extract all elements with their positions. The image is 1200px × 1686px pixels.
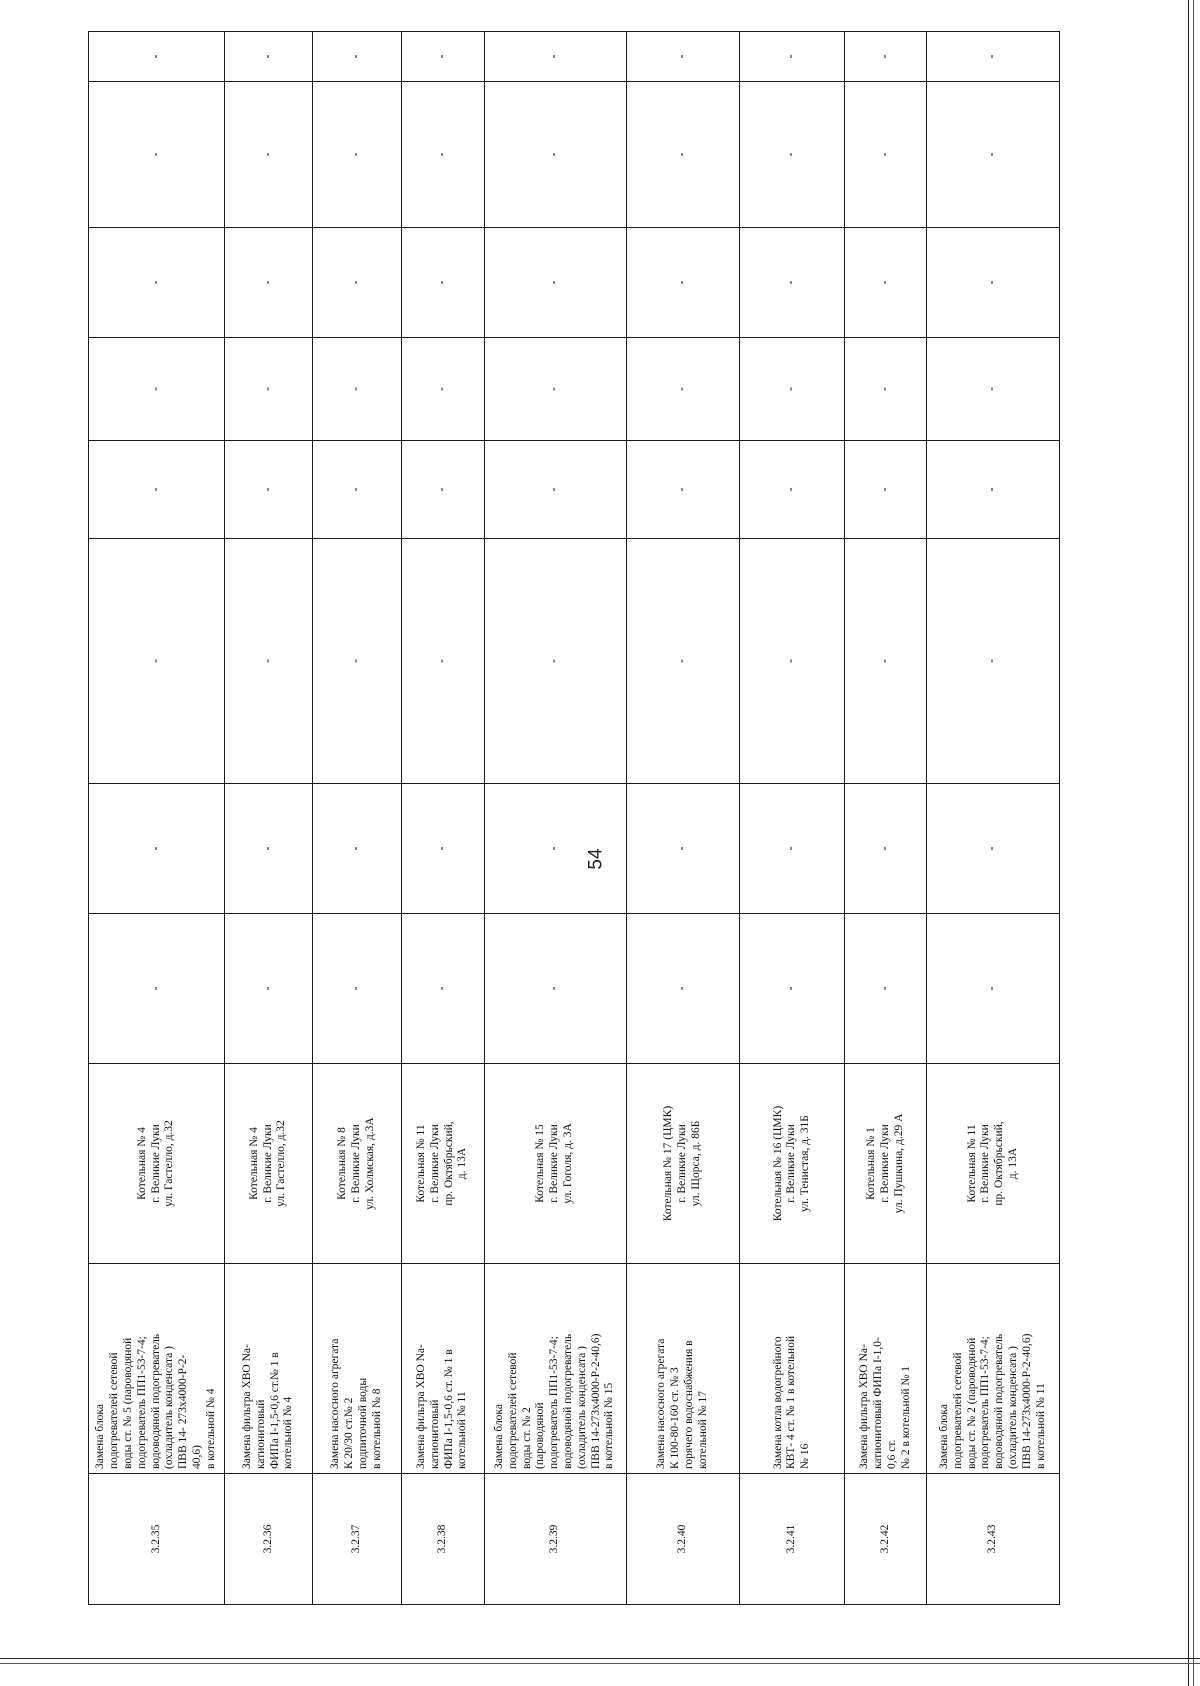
description-line: Замена блока bbox=[938, 1404, 951, 1469]
description-line: подпиточной воды bbox=[356, 1377, 369, 1469]
address-line: д. 13А bbox=[1007, 1147, 1019, 1180]
description-line: подогреватель ПП1-53-7-4; bbox=[135, 1336, 148, 1469]
address-line: Котельная № 11 bbox=[414, 1124, 427, 1203]
row-number: 3.2.40 bbox=[626, 1474, 740, 1605]
row-number: 3.2.42 bbox=[845, 1474, 927, 1605]
description-line: Замена блока bbox=[493, 1404, 506, 1469]
value-cell: - bbox=[927, 228, 1060, 338]
value-cell: - bbox=[401, 784, 484, 914]
description-line: ПВВ 14- 273х4000-Р-2- bbox=[177, 1354, 190, 1469]
table-row bbox=[89, 32, 225, 1605]
table-row bbox=[927, 32, 1060, 1605]
value-cell: - bbox=[89, 784, 225, 914]
description-line: котельной № 17 bbox=[696, 1391, 709, 1469]
value-cell: - bbox=[224, 82, 312, 228]
location-address bbox=[626, 1064, 740, 1264]
value-cell: - bbox=[626, 441, 740, 539]
table-row bbox=[845, 32, 927, 1605]
value-cell: - bbox=[927, 784, 1060, 914]
value-cell: - bbox=[313, 784, 401, 914]
value-cell: - bbox=[313, 82, 401, 228]
address-line: г. Великие Луки bbox=[979, 1124, 992, 1203]
table-body bbox=[89, 32, 1060, 1605]
description-line: ФИПа I-1,5-0,6 ст. № 1 в bbox=[442, 1349, 455, 1469]
value-cell: - bbox=[89, 914, 225, 1064]
value-cell: - bbox=[845, 784, 927, 914]
value-cell: - bbox=[484, 338, 626, 441]
value-cell: - bbox=[740, 441, 845, 539]
address-line: Котельная № 11 bbox=[965, 1124, 978, 1203]
value-cell: - bbox=[89, 338, 225, 441]
description-line: Замена блока bbox=[94, 1404, 107, 1469]
value-cell: - bbox=[401, 228, 484, 338]
description-line: котельной № 11 bbox=[456, 1391, 469, 1469]
address-line: ул. Холмская, д.3А bbox=[363, 1117, 376, 1210]
address-line: Котельная № 4 bbox=[135, 1127, 148, 1200]
value-cell: - bbox=[845, 82, 927, 228]
location-address bbox=[927, 1064, 1060, 1264]
address-line: Котельная № 15 bbox=[534, 1124, 547, 1203]
value-cell: - bbox=[484, 32, 626, 82]
value-cell: - bbox=[401, 32, 484, 82]
value-cell: - bbox=[845, 338, 927, 441]
value-cell: - bbox=[89, 441, 225, 539]
description-line: Замена фильтра ХВО Na- bbox=[240, 1344, 253, 1469]
address-line: Котельная № 8 bbox=[336, 1127, 349, 1200]
value-cell: - bbox=[626, 914, 740, 1064]
description-line: катионитовый ФИПа I-1,0- bbox=[872, 1337, 885, 1469]
description-line: в котельной № 11 bbox=[1034, 1383, 1047, 1469]
page-border-right bbox=[1188, 0, 1194, 1686]
address-line: ул. Гоголя, д. 3А bbox=[562, 1123, 575, 1204]
value-cell: - bbox=[313, 228, 401, 338]
table-row bbox=[313, 32, 401, 1605]
description-line: К 100-80-160 ст. № 3 bbox=[669, 1367, 682, 1469]
address-line: ул. Тенистая, д. 31Б bbox=[799, 1115, 812, 1212]
value-cell: - bbox=[89, 32, 225, 82]
description-line: ПВВ 14-273х4000-Р-2-40,6) bbox=[1020, 1333, 1033, 1469]
value-cell: - bbox=[224, 784, 312, 914]
work-description bbox=[313, 1264, 401, 1474]
location-address bbox=[401, 1064, 484, 1264]
work-description bbox=[401, 1264, 484, 1474]
value-cell: - bbox=[626, 32, 740, 82]
table-row bbox=[401, 32, 484, 1605]
value-cell: - bbox=[740, 338, 845, 441]
value-cell: - bbox=[484, 82, 626, 228]
value-cell: - bbox=[89, 228, 225, 338]
value-cell: - bbox=[740, 914, 845, 1064]
address-line: Котельная № 1 bbox=[865, 1127, 878, 1200]
value-cell: - bbox=[845, 441, 927, 539]
description-line: катионитовый bbox=[254, 1399, 267, 1469]
value-cell: - bbox=[484, 228, 626, 338]
value-cell: - bbox=[626, 338, 740, 441]
value-cell: - bbox=[626, 784, 740, 914]
row-number: 3.2.41 bbox=[740, 1474, 845, 1605]
description-line: катионитовый bbox=[428, 1399, 441, 1469]
description-line: (пароводяной bbox=[534, 1402, 547, 1469]
value-cell: - bbox=[401, 338, 484, 441]
table-row bbox=[484, 32, 626, 1605]
value-cell: - bbox=[927, 539, 1060, 784]
value-cell: - bbox=[484, 784, 626, 914]
value-cell: - bbox=[845, 539, 927, 784]
description-line: подогревателей сетевой bbox=[951, 1352, 964, 1469]
row-number: 3.2.39 bbox=[484, 1474, 626, 1605]
address-line: Котельная № 4 bbox=[247, 1127, 260, 1200]
work-description bbox=[224, 1264, 312, 1474]
value-cell: - bbox=[401, 914, 484, 1064]
table-row bbox=[626, 32, 740, 1605]
location-address bbox=[484, 1064, 626, 1264]
address-line: г. Великие Луки bbox=[878, 1124, 891, 1203]
address-line: пр. Октябрьский, bbox=[442, 1121, 455, 1206]
address-line: ул. Щорса, д. 86Б bbox=[689, 1120, 702, 1207]
address-line: г. Великие Луки bbox=[149, 1124, 162, 1203]
description-line: котельной № 4 bbox=[282, 1396, 295, 1469]
value-cell: - bbox=[927, 82, 1060, 228]
description-line: Замена насосного агрегата bbox=[655, 1338, 668, 1469]
description-line: 0,6 ст. bbox=[885, 1439, 898, 1469]
description-line: подогреватель ПП1-53-7-4; bbox=[548, 1336, 561, 1469]
value-cell: - bbox=[401, 441, 484, 539]
value-cell: - bbox=[626, 228, 740, 338]
row-number: 3.2.36 bbox=[224, 1474, 312, 1605]
address-line: Котельная № 16 (ЦМК) bbox=[771, 1105, 784, 1222]
description-line: водоводяной подогреватель bbox=[993, 1333, 1006, 1469]
description-line: (охладитель конденсата ) bbox=[163, 1346, 176, 1469]
value-cell: - bbox=[740, 228, 845, 338]
description-line: воды ст. № 2 (пароводяной bbox=[965, 1337, 978, 1469]
description-line: подогреватель ПП1-53-7-4; bbox=[979, 1336, 992, 1469]
description-line: воды ст. № 5 (пароводяной bbox=[121, 1337, 134, 1469]
value-cell: - bbox=[401, 82, 484, 228]
works-table bbox=[88, 31, 1060, 1605]
value-cell: - bbox=[224, 914, 312, 1064]
location-address bbox=[740, 1064, 845, 1264]
description-line: (охладитель конденсата ) bbox=[575, 1346, 588, 1469]
description-line: КВТ- 4 ст. № 1 в котельной bbox=[785, 1335, 798, 1469]
address-line: ул. Гастелло, д.32 bbox=[163, 1120, 176, 1207]
address-line: Котельная № 17 (ЦМК) bbox=[662, 1105, 675, 1222]
value-cell: - bbox=[224, 338, 312, 441]
work-description bbox=[89, 1264, 225, 1474]
description-line: воды ст. № 2 bbox=[520, 1407, 533, 1469]
address-line: ул. Гастелло, д.32 bbox=[275, 1120, 288, 1207]
value-cell: - bbox=[845, 32, 927, 82]
page-number: 54 bbox=[585, 848, 607, 870]
value-cell: - bbox=[845, 228, 927, 338]
address-line: г. Великие Луки bbox=[261, 1124, 274, 1203]
description-line: Замена котла водогрейного bbox=[771, 1336, 784, 1469]
value-cell: - bbox=[845, 914, 927, 1064]
location-address bbox=[845, 1064, 927, 1264]
rotated-table-wrapper bbox=[88, 32, 1060, 1605]
value-cell: - bbox=[740, 539, 845, 784]
value-cell: - bbox=[740, 32, 845, 82]
description-line: Замена фильтра ХВО Na- bbox=[414, 1344, 427, 1469]
value-cell: - bbox=[224, 539, 312, 784]
value-cell: - bbox=[927, 338, 1060, 441]
work-description bbox=[626, 1264, 740, 1474]
value-cell: - bbox=[401, 539, 484, 784]
location-address bbox=[89, 1064, 225, 1264]
location-address bbox=[224, 1064, 312, 1264]
address-line: г. Великие Луки bbox=[676, 1124, 688, 1203]
description-line: подогревателей сетевой bbox=[108, 1352, 121, 1469]
work-description bbox=[927, 1264, 1060, 1474]
address-line: г. Великие Луки bbox=[428, 1124, 441, 1203]
row-number: 3.2.43 bbox=[927, 1474, 1060, 1605]
value-cell: - bbox=[484, 539, 626, 784]
value-cell: - bbox=[484, 441, 626, 539]
address-line: д. 13А bbox=[456, 1147, 469, 1180]
description-line: ПВВ 14-273х4000-Р-2-40,6) bbox=[589, 1333, 602, 1469]
value-cell: - bbox=[927, 32, 1060, 82]
value-cell: - bbox=[626, 539, 740, 784]
value-cell: - bbox=[89, 82, 225, 228]
address-line: пр. Октябрьский, bbox=[993, 1121, 1006, 1206]
value-cell: - bbox=[313, 441, 401, 539]
address-line: г. Великие Луки bbox=[548, 1124, 561, 1203]
value-cell: - bbox=[740, 784, 845, 914]
value-cell: - bbox=[626, 82, 740, 228]
value-cell: - bbox=[313, 338, 401, 441]
description-line: в котельной № 8 bbox=[370, 1388, 383, 1469]
description-line: Замена фильтра ХВО Na- bbox=[858, 1344, 871, 1469]
value-cell: - bbox=[313, 32, 401, 82]
location-address bbox=[313, 1064, 401, 1264]
value-cell: - bbox=[224, 32, 312, 82]
value-cell: - bbox=[89, 539, 225, 784]
description-line: водоводяной подогреватель bbox=[562, 1333, 575, 1469]
description-line: в котельной № 15 bbox=[603, 1382, 616, 1469]
description-line: в котельной № 4 bbox=[204, 1388, 217, 1469]
page-border-bottom bbox=[0, 1658, 1200, 1664]
work-description bbox=[740, 1264, 845, 1474]
address-line: г. Великие Луки bbox=[785, 1124, 798, 1203]
description-line: горячего водоснабжения в bbox=[682, 1340, 695, 1469]
work-description bbox=[845, 1264, 927, 1474]
table-row bbox=[224, 32, 312, 1605]
value-cell: - bbox=[313, 539, 401, 784]
description-line: Замена насосного агрегата bbox=[329, 1338, 342, 1469]
address-line: ул. Пушкина, д.29 А bbox=[892, 1113, 905, 1214]
address-line: г. Великие Луки bbox=[349, 1124, 362, 1203]
value-cell: - bbox=[313, 914, 401, 1064]
value-cell: - bbox=[740, 82, 845, 228]
description-line: подогревателей сетевой bbox=[506, 1352, 519, 1469]
description-line: ФИПа I-1,5-0,6 ст.№ 1 в bbox=[268, 1352, 281, 1469]
value-cell: - bbox=[484, 914, 626, 1064]
work-description bbox=[484, 1264, 626, 1474]
value-cell: - bbox=[224, 228, 312, 338]
description-line: (охладитель конденсата ) bbox=[1007, 1346, 1019, 1469]
value-cell: - bbox=[927, 914, 1060, 1064]
description-line: К 20/30 ст.№ 2 bbox=[343, 1397, 356, 1469]
table-row bbox=[740, 32, 845, 1605]
row-number: 3.2.37 bbox=[313, 1474, 401, 1605]
row-number: 3.2.38 bbox=[401, 1474, 484, 1605]
description-line: 40,6) bbox=[190, 1445, 203, 1469]
row-number: 3.2.35 bbox=[89, 1474, 225, 1605]
value-cell: - bbox=[224, 441, 312, 539]
value-cell: - bbox=[927, 441, 1060, 539]
description-line: водоводяной подогреватель bbox=[149, 1333, 162, 1469]
description-line: № 2 в котельной № 1 bbox=[899, 1365, 912, 1469]
description-line: № 16 bbox=[799, 1443, 812, 1469]
